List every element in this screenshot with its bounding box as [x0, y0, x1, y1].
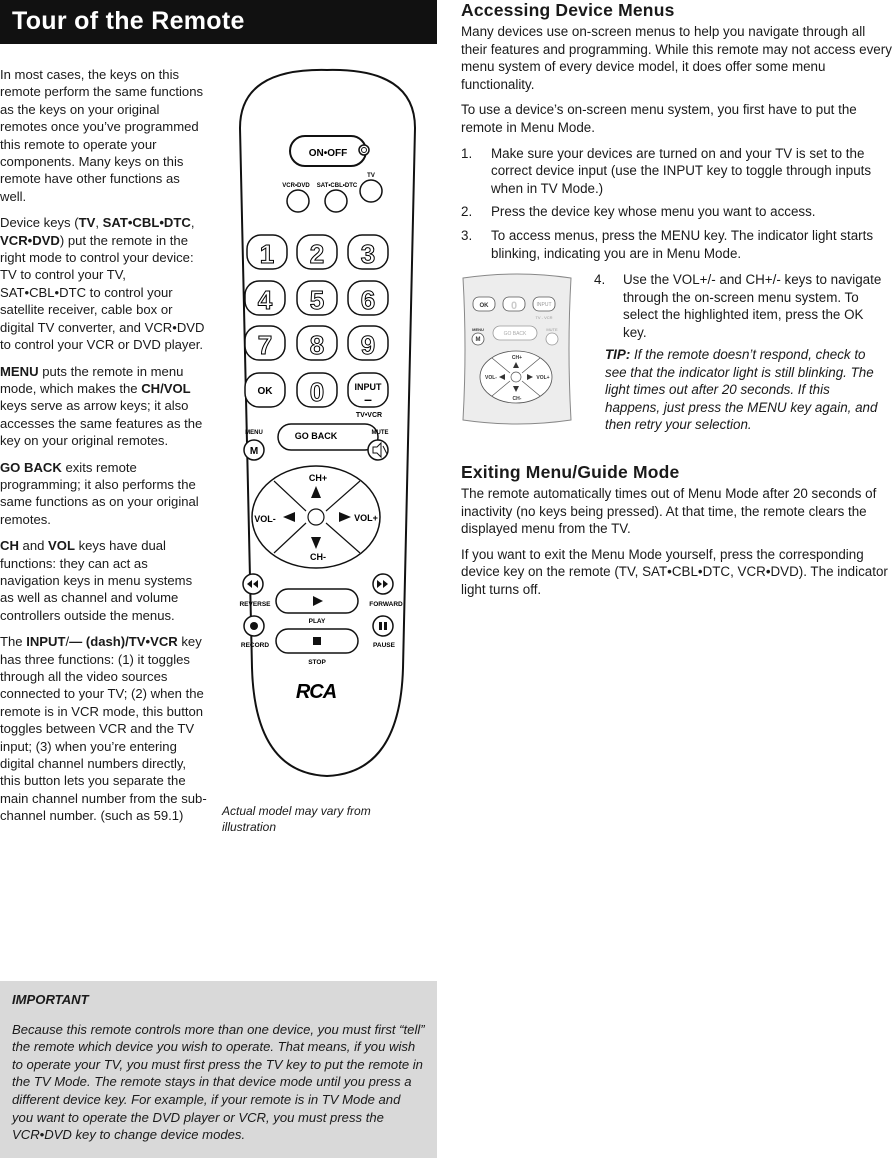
mini-vol-minus-label: VOL-: [485, 375, 497, 381]
mini-input-label: INPUT: [536, 302, 552, 308]
step-number: 3.: [461, 227, 473, 243]
navigation-pad: [252, 466, 380, 568]
record-label: RECORD: [240, 642, 270, 649]
exiting-section: [461, 462, 893, 607]
menu-label: MENU: [245, 430, 263, 436]
reverse-label: REVERSE: [239, 601, 271, 608]
ch-plus-label: CH+: [308, 473, 328, 483]
important-title: IMPORTANT: [12, 992, 89, 1007]
input-paragraph: The INPUT/— (dash)/TV•VCR key has three functions: (1) it toggles through all the video sources connected to your TV; (2) when the remote is in VCR mode, this button toggles between VCR and the TV input; (3) when you’re entering digital channel numbers directly, this button lets you separate the main channel number from the sub-channel number. (such as 59.1): [0, 634, 207, 824]
stop-label: STOP: [308, 659, 326, 666]
mini-ch-minus-label: CH-: [512, 396, 522, 402]
important-box: [0, 981, 437, 1158]
digit-1-label: 1: [259, 239, 275, 269]
input-label: INPUT: [354, 382, 382, 392]
tip-text: If the remote doesn’t respond, check to see that the indicator light is still blinking. The light times out after 20 seconds. If this happens, just press the MENU key again, and then retry your selection.: [605, 347, 878, 433]
digit-8-label: 8: [309, 330, 325, 360]
important-body: Because this remote controls more than one device, you must first “tell” the remote which device you wish to operate. That means, if you wish to operate your TV, you must first press the TV key to put the remote in the TV Mode. The remote stays in that device mode until you press a different device key. For example, if your remote is in TV Mode and you want to operate the DVD player or VCR, you must press the VCR•DVD key to change device modes.: [12, 1021, 425, 1143]
tv-button[interactable]: [360, 180, 382, 202]
mini-vol-plus-label: VOL+: [536, 375, 550, 381]
power-label: ON•OFF: [308, 148, 348, 159]
steps-list: [461, 145, 893, 263]
vcr-dvd-button[interactable]: [287, 190, 309, 212]
exiting-heading: Exiting Menu/Guide Mode: [461, 462, 680, 482]
step-number: 4.: [594, 272, 606, 287]
remote-svg: [220, 68, 435, 788]
digit-5-label: 5: [309, 285, 325, 315]
digit-0-label: 0: [309, 377, 325, 407]
mini-dpad-center: [511, 372, 521, 382]
goback-paragraph: GO BACK exits remote programming; it also performs the same functions as on your original remotes.: [0, 459, 199, 527]
device-keys-paragraph: Device keys (TV, SAT•CBL•DTC, VCR•DVD) put the remote in the right mode to control your device: TV to control your TV, SAT•CBL•DTC to control your satellite receiver, cable box or digital TV converter, and VCR•DVD to control your VCR or DVD player.: [0, 215, 205, 353]
mini-go-back-label: GO BACK: [503, 331, 527, 337]
step-text: Use the VOL+/- and CH+/- keys to navigate through the on-screen menu system. To select the highlighted item, press the OK key.: [623, 272, 882, 340]
step-item: [461, 203, 893, 221]
remote-caption: Actual model may vary from illustration: [222, 804, 371, 834]
digit-6-label: 6: [360, 285, 376, 315]
exiting-paragraph-2: If you want to exit the Menu Mode yourself, press the corresponding device key on the remote (TV, SAT•CBL•DTC, VCR•DVD). The indicator light turns off.: [461, 546, 888, 597]
pause-label: PAUSE: [373, 642, 395, 649]
tip-label: TIP:: [605, 347, 631, 362]
rca-logo: RCA: [295, 681, 337, 703]
step-item: [594, 271, 890, 341]
stop-icon: [313, 637, 321, 645]
exiting-paragraph-1: The remote automatically times out of Menu Mode after 20 seconds of inactivity (no keys being pressed). At that time, the remote clears the displayed menu from the TV.: [461, 486, 877, 537]
go-back-label: GO BACK: [294, 431, 338, 441]
step-item: [461, 145, 893, 198]
vol-minus-label: VOL-: [254, 514, 276, 524]
indicator-light-inner: [362, 148, 367, 153]
pause-icon-bar-right: [384, 622, 387, 630]
mini-m-label: M: [475, 337, 481, 343]
dash-label: –: [364, 391, 372, 407]
number-keypad: [245, 235, 388, 419]
mini-mute-button: [546, 333, 558, 345]
step-text: To access menus, press the MENU key. The indicator light starts blinking, indicating you are in Menu Mode.: [491, 227, 874, 261]
mini-zero-label: 0: [510, 300, 518, 312]
tip-note: [605, 346, 887, 434]
vol-plus-label: VOL+: [354, 513, 378, 523]
tv-label: TV: [367, 173, 375, 179]
mini-remote-image: [461, 272, 573, 426]
sat-cbl-dtc-label: SAT•CBL•DTC: [316, 183, 358, 189]
mute-label: MUTE: [371, 430, 389, 436]
accessing-heading: Accessing Device Menus: [461, 0, 675, 20]
vcr-dvd-label: VCR•DVD: [282, 183, 310, 189]
mini-menu-label: MENU: [472, 327, 484, 332]
pause-icon-bar-left: [379, 622, 382, 630]
pause-button[interactable]: [373, 616, 393, 636]
mini-ok-label: OK: [479, 303, 489, 309]
digit-4-label: 4: [257, 285, 273, 315]
digit-9-label: 9: [360, 330, 376, 360]
remote-body: [240, 70, 415, 776]
dpad-center[interactable]: [308, 509, 324, 525]
accessing-paragraph-1: Many devices use on-screen menus to help you navigate through all their features and programming. While this remote may not access every menu system of every device model, it does offer some menu functionality.: [461, 24, 892, 92]
ch-vol-paragraph: CH and VOL keys have dual functions: they can act as navigation keys in menu systems as well as channel and volume controllers outside the menus.: [0, 538, 193, 623]
digit-2-label: 2: [309, 239, 325, 269]
menu-paragraph: MENU puts the remote in menu mode, which makes the CH/VOL keys serve as arrow keys; it also accesses the same features as the key on your original remotes.: [0, 363, 203, 449]
play-label: PLAY: [308, 618, 326, 625]
right-column: [461, 0, 893, 268]
ok-label: OK: [257, 386, 273, 397]
step-number: 1.: [461, 145, 473, 161]
mini-remote-svg: [461, 272, 573, 426]
step-text: Press the device key whose menu you want to access.: [491, 204, 816, 220]
digit-7-label: 7: [257, 330, 273, 360]
ch-minus-label: CH-: [310, 552, 326, 562]
record-icon: [250, 622, 258, 630]
mini-ch-plus-label: CH+: [511, 355, 523, 361]
step-number: 2.: [461, 204, 473, 220]
remote-illustration: [220, 68, 435, 788]
mini-tv-vcr-label: TV - VCR: [535, 315, 553, 320]
step-text: Make sure your devices are turned on and your TV is set to the correct device input (use the INPUT key to toggle through inputs when in TV Mode.): [491, 145, 872, 196]
forward-label: FORWARD: [369, 601, 403, 608]
menu-m-label: M: [249, 446, 259, 457]
tv-vcr-label: TV•VCR: [355, 412, 383, 419]
step-item: [461, 227, 893, 262]
accessing-paragraph-2: To use a device’s on-screen menu system, you first have to put the remote in Menu Mode.: [461, 102, 857, 135]
mini-mute-label: MUTE: [546, 327, 558, 332]
intro-paragraph: In most cases, the keys on this remote perform the same functions as the keys on your original remotes once you’ve programmed this remote to operate your components. Many keys on this remote have other functions as well.: [0, 67, 204, 204]
digit-3-label: 3: [360, 239, 376, 269]
page-title: Tour of the Remote: [0, 0, 437, 44]
left-column-text: [0, 66, 208, 834]
sat-cbl-dtc-button[interactable]: [325, 190, 347, 212]
